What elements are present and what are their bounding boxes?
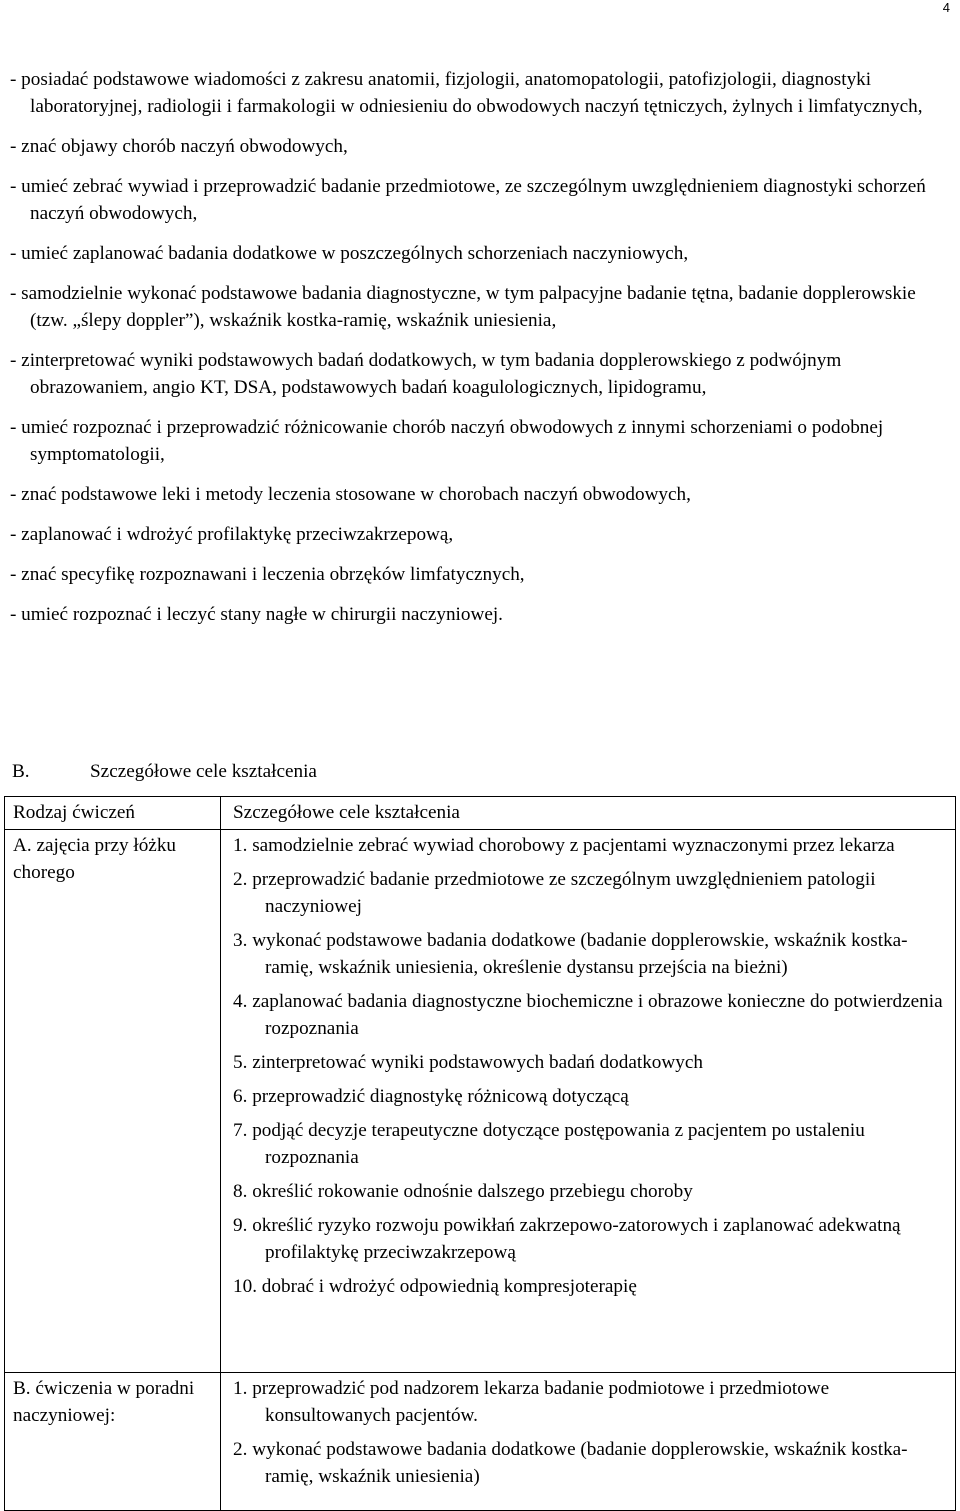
goal-item: 8. określić rokowanie odnośnie dalszego przebiegu choroby <box>233 1181 693 1202</box>
exercise-type-cell: A. zajęcia przy łóżku chorego <box>5 830 221 1373</box>
list-item: - umieć zebrać wywiad i przeprowadzić badanie przedmiotowe, ze szczególnym uwzględnieniem diagnostyki schorzeń naczyń obwodowych, <box>10 176 926 224</box>
goals-cell <box>221 1373 956 1511</box>
list-item: - znać specyfikę rozpoznawani i leczenia obrzęków limfatycznych, <box>10 564 525 585</box>
list-item: - umieć rozpoznać i leczyć stany nagłe w chirurgii naczyniowej. <box>10 604 503 625</box>
goals-cell <box>221 830 956 1373</box>
goal-item: 10. dobrać i wdrożyć odpowiednią kompresjoterapię <box>233 1276 637 1297</box>
goal-item: 3. wykonać podstawowe badania dodatkowe (badanie dopplerowskie, wskaźnik kostka-ramię, wskaźnik uniesienia, określenie dystansu przejścia na bieżni) <box>233 930 908 978</box>
header-detailed-goals: Szczegółowe cele kształcenia <box>221 797 956 830</box>
list-item: - znać podstawowe leki i metody leczenia stosowane w chorobach naczyń obwodowych, <box>10 484 691 505</box>
goals-table <box>4 796 956 1511</box>
list-item: - samodzielnie wykonać podstawowe badania diagnostyczne, w tym palpacyjne badanie tętna, badanie dopplerowskie (tzw. „ślepy doppler”), wskaźnik kostka-ramię, wskaźnik uniesienia, <box>10 283 916 331</box>
goal-item: 2. przeprowadzić badanie przedmiotowe ze szczególnym uwzględnieniem patologii naczyniowej <box>233 869 876 917</box>
list-item: - zaplanować i wdrożyć profilaktykę przeciwzakrzepową, <box>10 524 454 545</box>
goal-item: 9. określić ryzyko rozwoju powikłań zakrzepowo-zatorowych i zaplanować adekwatną profilaktykę przeciwzakrzepową <box>233 1215 901 1263</box>
list-item: - zinterpretować wyniki podstawowych badań dodatkowych, w tym badania dopplerowskiego z podwójnym obrazowaniem, angio KT, DSA, podstawowych badań koagulologicznych, lipidogramu, <box>10 350 842 398</box>
goal-item: 4. zaplanować badania diagnostyczne biochemiczne i obrazowe konieczne do potwierdzenia rozpoznania <box>233 991 943 1039</box>
section-title: Szczegółowe cele kształcenia <box>90 761 317 782</box>
goal-list <box>233 832 949 1300</box>
list-item: - znać objawy chorób naczyń obwodowych, <box>10 136 348 157</box>
exercise-type-cell: B. ćwiczenia w poradni naczyniowej: <box>5 1373 221 1511</box>
goal-item: 5. zinterpretować wyniki podstawowych badań dodatkowych <box>233 1052 703 1073</box>
list-item: - umieć rozpoznać i przeprowadzić różnicowanie chorób naczyń obwodowych z innymi schorzeniami o podobnej symptomatologii, <box>10 417 884 465</box>
page-number: 4 <box>942 0 950 15</box>
list-item: - posiadać podstawowe wiadomości z zakresu anatomii, fizjologii, anatomopatologii, patofizjologii, diagnostyki laboratoryjnej, radiologii i farmakologii w odniesieniu do obwodowych naczyń tętniczych, żylnych i limfatycznych, <box>10 69 923 117</box>
requirements-list <box>10 66 950 641</box>
goal-item: 1. samodzielnie zebrać wywiad chorobowy z pacjentami wyznaczonymi przez lekarza <box>233 835 895 856</box>
section-letter: B. <box>12 761 30 782</box>
table-header-row <box>5 797 956 830</box>
table-row <box>5 830 956 1373</box>
table-row <box>5 1373 956 1511</box>
list-item: - umieć zaplanować badania dodatkowe w poszczególnych schorzeniach naczyniowych, <box>10 243 689 264</box>
goal-item: 7. podjąć decyzje terapeutyczne dotyczące postępowania z pacjentem po ustaleniu rozpoznania <box>233 1120 865 1168</box>
section-heading <box>12 758 317 785</box>
goal-item: 2. wykonać podstawowe badania dodatkowe (badanie dopplerowskie, wskaźnik kostka-ramię, wskaźnik uniesienia) <box>233 1439 908 1488</box>
goal-item: 1. przeprowadzić pod nadzorem lekarza badanie podmiotowe i przedmiotowe konsultowanych pacjentów. <box>233 1378 830 1427</box>
goal-item: 6. przeprowadzić diagnostykę różnicową dotyczącą <box>233 1086 629 1107</box>
header-exercise-type: Rodzaj ćwiczeń <box>5 797 221 830</box>
goal-list <box>233 1375 949 1490</box>
